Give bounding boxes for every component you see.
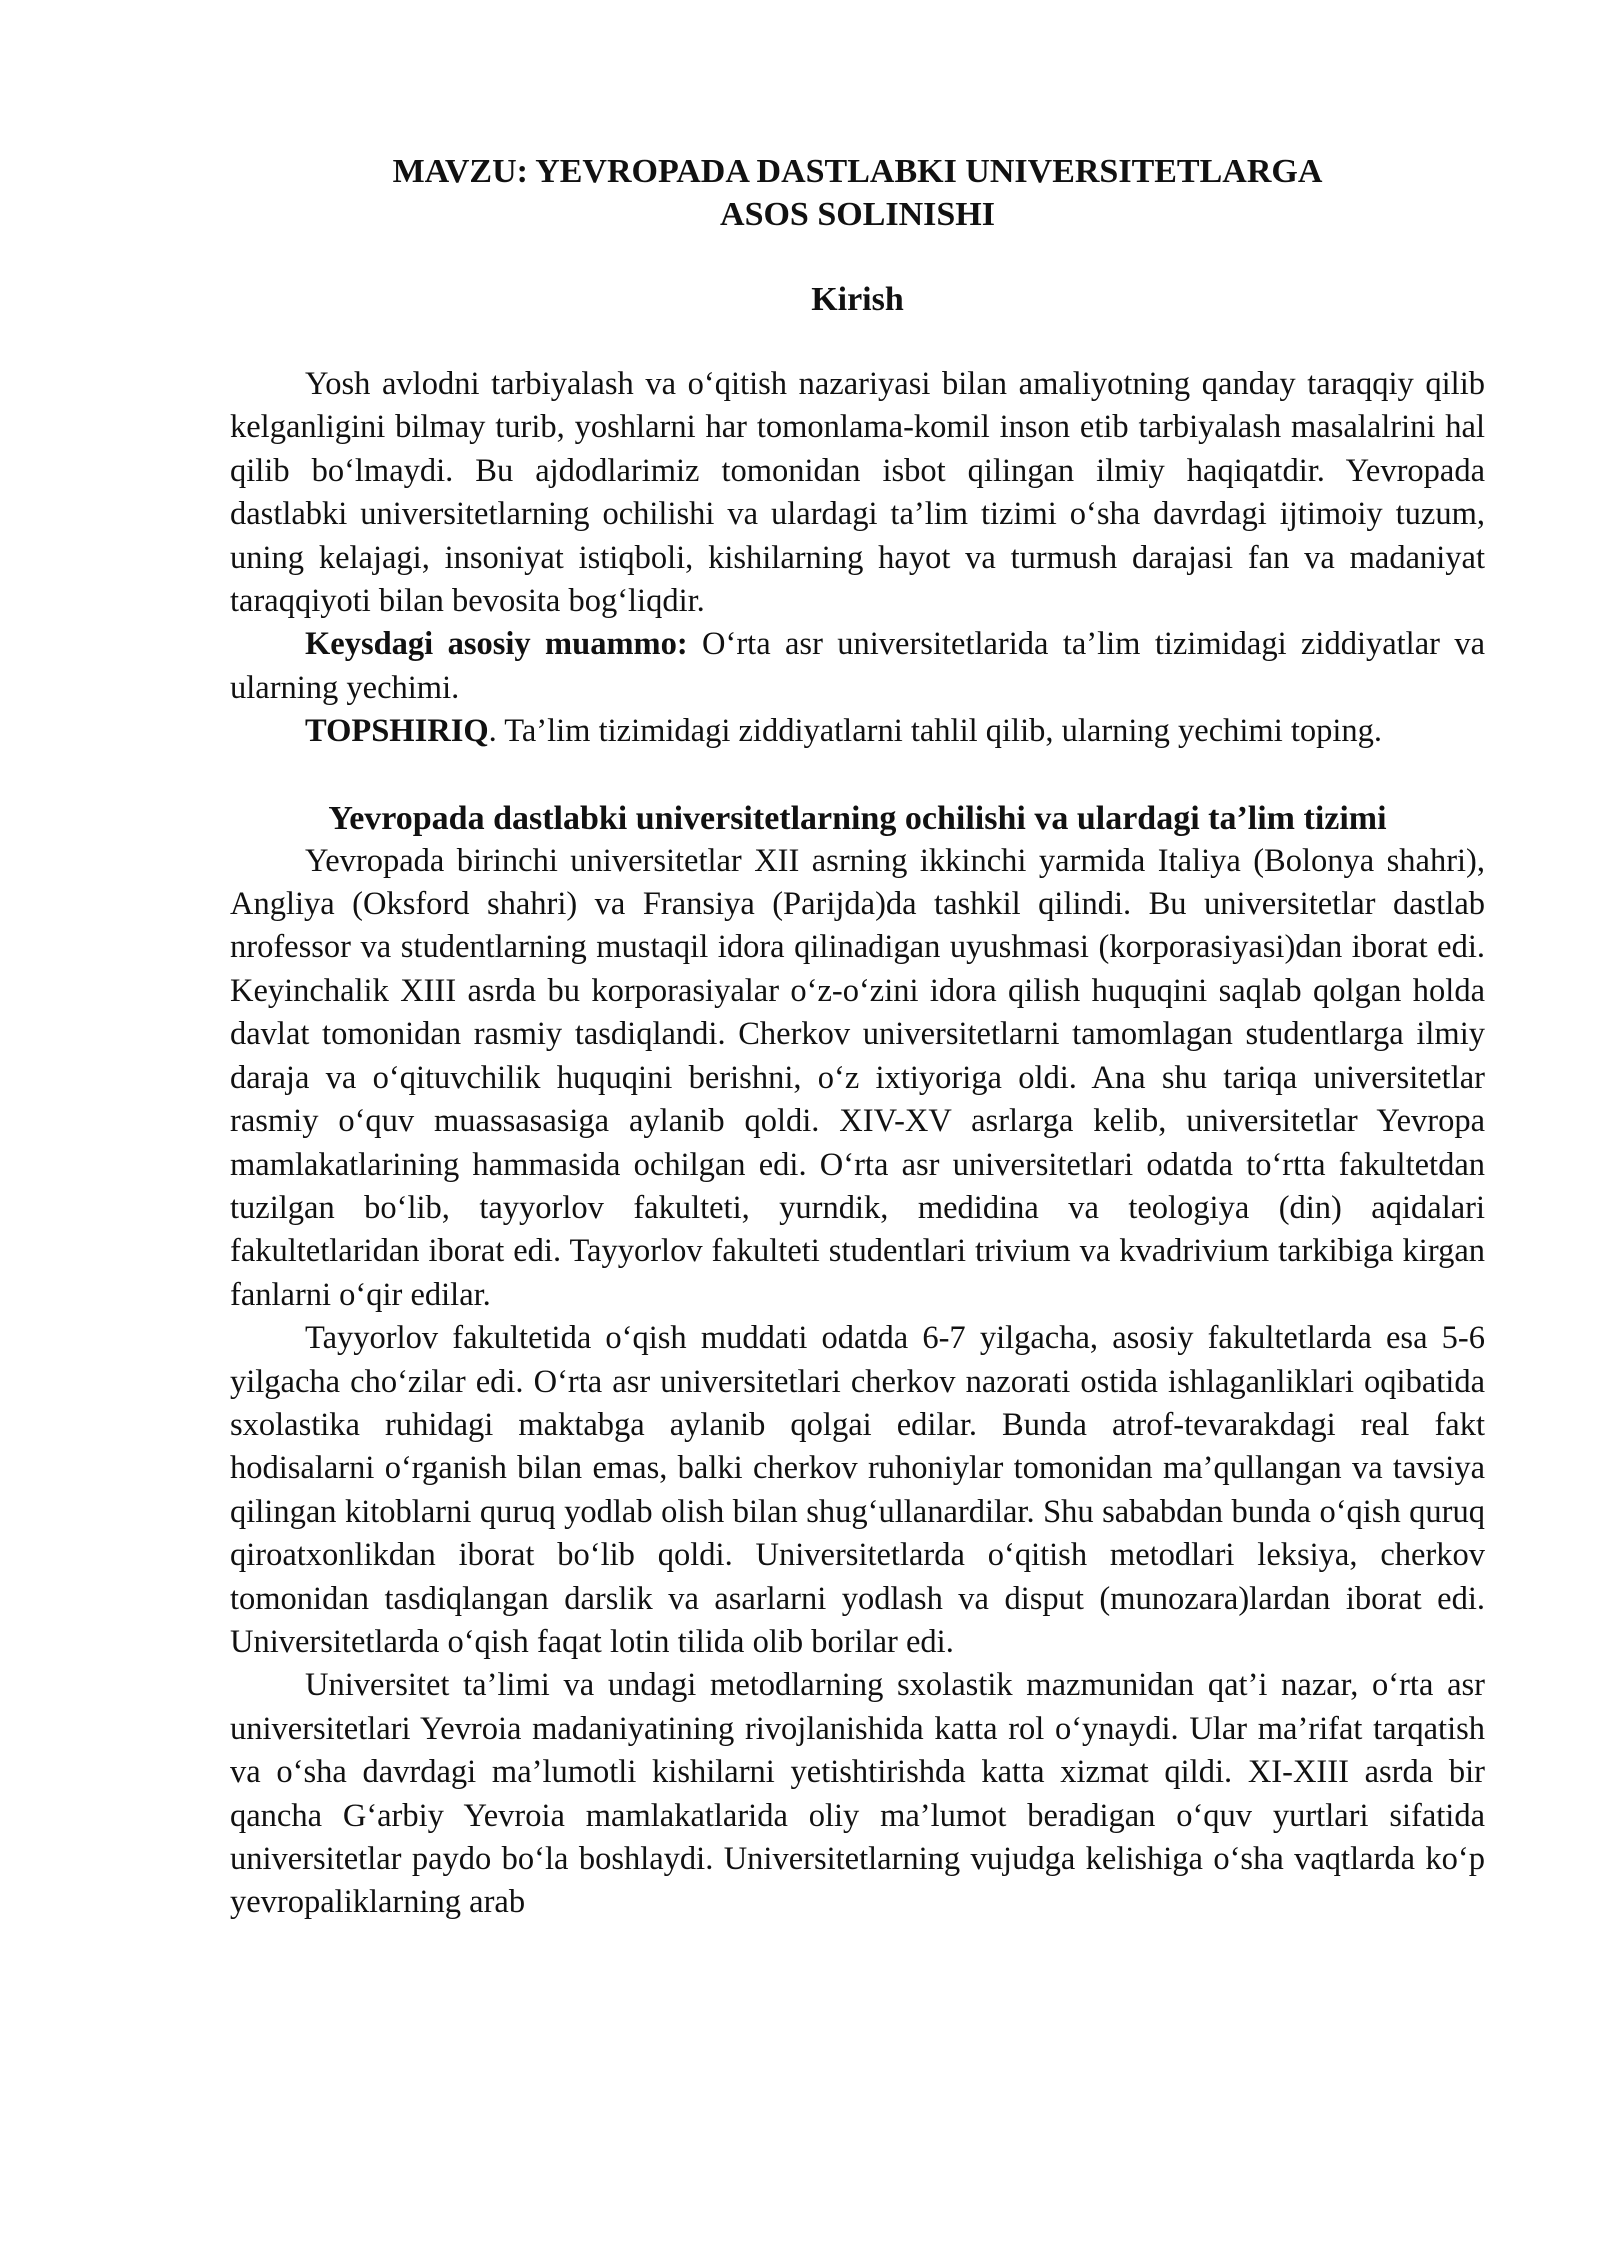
intro-heading: Kirish <box>811 281 904 318</box>
task-paragraph <box>230 710 1485 753</box>
body-paragraph-1: Yevropada birinchi universitetlar XII asrning ikkinchi yarmida Italiya (Bolonya shahri), Angliya (Oksford shahri) va Fransiya (Parijda)da tashkil qilindi. Bu universitetlar dastlab nrofessor va studentlarning mustaqil idora qilinadigan uyushmasi (korporasiyasi)dan iborat edi. Keyinchalik XIII asrda bu korporasiyalar o‘z-o‘zini idora qilish huquqini saqlab qolgan holda davlat tomonidan rasmiy tasdiqlandi. Cherkov universitetlarni tamomlagan studentlarga ilmiy daraja va o‘qituvchilik huquqini berishni, o‘z ixtiyoriga oldi. Ana shu tariqa universitetlar rasmiy o‘quv muassasasiga aylanib qoldi. XIV-XV asrlarga kelib, universitetlar Yevropa mamlakatlarining hammasida ochilgan edi. O‘rta asr universitetlari odatda to‘rtta fakultetdan tuzilgan bo‘lib, tayyorlov fakulteti, yurndik, medidina va teologiya (din) aqidalari fakultetlaridan iborat edi. Tayyorlov fakulteti studentlari trivium va kvadrivium tarkibiga kirgan fanlarni o‘qir edilar. <box>230 842 1485 1313</box>
intro-paragraph: Yosh avlodni tarbiyalash va o‘qitish nazariyasi bilan amaliyotning qanday taraqqiy qilib kelganligini bilmay turib, yoshlarni har tomonlama-komil inson etib tarbiyalash masalalrini hal qilib bo‘lmaydi. Bu ajdodlarimiz tomonidan isbot qilingan ilmiy haqiqatdir. Yevropada dastlabki universitetlarning ochilishi va ulardagi ta’lim tizimi o‘sha davrdagi ijtimoiy tuzum, uning kelajagi, insoniyat istiqboli, kishilarning hayot va turmush darajasi fan va madaniyat taraqqiyoti bilan bevosita bog‘liqdir. <box>230 366 1485 620</box>
document-title-line-2: ASOS SOLINISHI <box>720 196 995 233</box>
problem-text: O‘rta asr universitetlarida ta’lim tizimidagi ziddiyatlar va ularning yechimi. <box>230 626 1486 706</box>
task-text: . Ta’lim tizimidagi ziddiyatlarni tahlil qilib, ularning yechimi toping. <box>488 713 1383 750</box>
body-paragraph-3: Universitet ta’limi va undagi metodlarning sxolastik mazmunidan qat’i nazar, o‘rta asr universitetlari Yevroia madaniyatining rivojlanishida katta rol o‘ynaydi. Ular ma’rifat tarqatish va o‘sha davrdagi ma’lumotli kishilarni yetishtirishda katta xizmat qildi. XI-XIII asrda bir qancha G‘arbiy Yevroia mamlakatlarida oliy ma’lumot beradigan o‘quv yurtlari sifatida universitetlar paydo bo‘la boshlaydi. Universitetlarning vujudga kelishiga o‘sha vaqtlarda ko‘p yevropaliklarning arab <box>230 1667 1485 1921</box>
document-body <box>230 150 1485 1925</box>
body-paragraph-2: Tayyorlov fakultetida o‘qish muddati odatda 6-7 yilgacha, asosiy fakultetlarda esa 5-6 yilgacha cho‘zilar edi. O‘rta asr universitetlari cherkov nazorati ostida ishlaganliklari oqibatida sxolastika ruhidagi maktabga aylanib qolgai edilar. Bunda atrof-tevarakdagi real fakt hodisalarni o‘rganish bilan emas, balki cherkov ruhoniylar tomonidan ma’qullangan va tavsiya qilingan kitoblarni quruq yodlab olish bilan shug‘ullanardilar. Shu sababdan bunda o‘qish quruq qiroatxonlikdan iborat bo‘lib qoldi. Universitetlarda o‘qitish metodlari leksiya, cherkov tomonidan tasdiqlangan darslik va asarlarni yodlash va disput (munozara)lardan iborat edi. Universitetlarda o‘qish faqat lotin tilida olib borilar edi. <box>230 1320 1485 1660</box>
section-heading: Yevropada dastlabki universitetlarning ochilishi va ulardagi ta’lim tizimi <box>328 799 1387 837</box>
task-label: TOPSHIRIQ <box>305 713 489 750</box>
document-title-line-1: MAVZU: YEVROPADA DASTLABKI UNIVERSITETLARGA <box>392 153 1323 190</box>
document-title <box>230 150 1485 236</box>
problem-paragraph <box>230 623 1485 710</box>
problem-label: Keysdagi asosiy muammo: <box>305 626 688 663</box>
